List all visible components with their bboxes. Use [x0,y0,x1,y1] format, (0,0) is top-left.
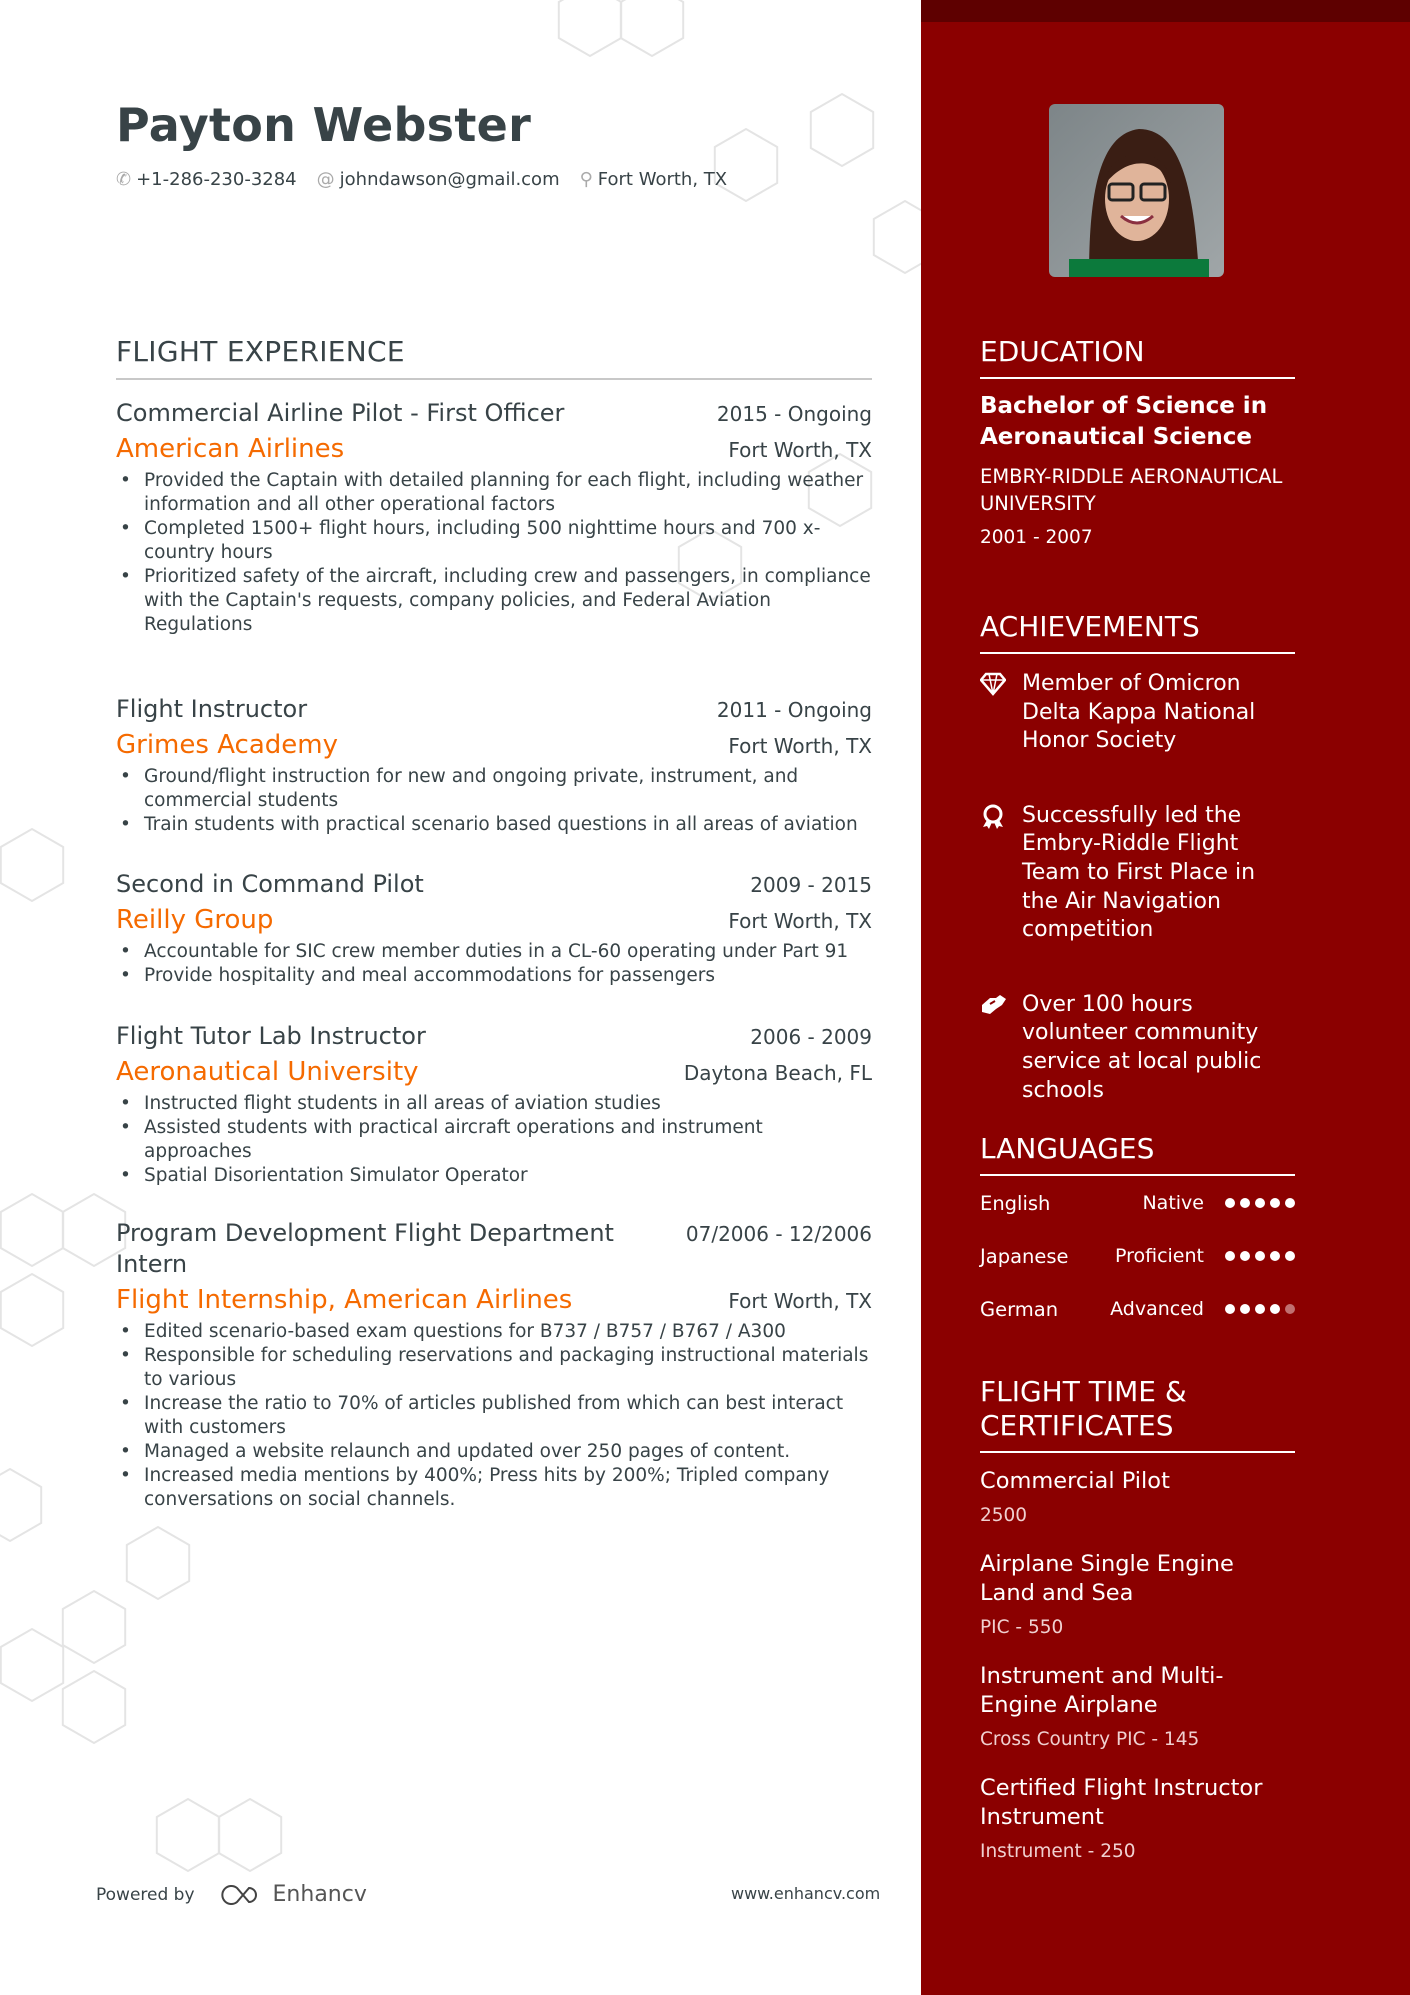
certificate-value: Instrument - 250 [980,1841,1136,1862]
language-row [980,1188,1295,1218]
company-name: Reilly Group [116,905,274,935]
achievement-item [980,670,1295,756]
rating-dot [1255,1198,1265,1208]
certificate-title: Commercial Pilot [980,1468,1170,1494]
job-company-row [116,900,872,940]
job-bullets [116,765,872,837]
bullet-item: • Instructed flight students in all areas of aviation studies [116,1092,872,1116]
languages-heading: LANGUAGES [980,1132,1295,1176]
rating-dot [1240,1304,1250,1314]
job-location: Fort Worth, TX [728,734,872,758]
job-title: Flight Instructor [116,695,308,723]
certificate-value: PIC - 550 [980,1617,1064,1638]
job-entry [116,398,872,637]
rating-dot [1225,1198,1235,1208]
job-header [116,1218,872,1280]
phone-icon: ✆ [116,169,132,190]
hexagon-shape [715,129,777,201]
language-level: Native [1142,1192,1204,1214]
hexagon-shape [219,1799,281,1871]
job-company-row [116,429,872,469]
job-dates: 2009 - 2015 [750,873,872,897]
certificate-item [980,1550,1295,1638]
language-rating [1225,1251,1295,1261]
language-rating [1225,1304,1295,1314]
job-dates: 2011 - Ongoing [716,698,872,722]
handshake-icon [980,991,1008,1105]
bullet-item: • Provided the Captain with detailed planning for each flight, including weather information and all other operational factors [116,469,872,517]
rating-dot [1225,1251,1235,1261]
achievement-text: Member of Omicron Delta Kappa National Honor Society [1022,671,1256,754]
job-location: Fort Worth, TX [728,438,872,462]
job-title: Program Development Flight Department Intern [116,1219,614,1278]
achievements-section [980,610,1295,1105]
job-bullets [116,1092,872,1188]
bullet-item: • Increase the ratio to 70% of articles published from which can best interact with customers [116,1392,872,1440]
hexagon-shape [63,1591,125,1663]
candidate-name: Payton Webster [116,98,532,152]
certificate-title: Certified Flight Instructor Instrument [980,1775,1263,1830]
bullet-item: • Completed 1500+ flight hours, including 500 nighttime hours and 700 x-country hours [116,517,872,565]
profile-photo [1049,104,1224,277]
rating-dot [1270,1304,1280,1314]
enhancv-logo-icon [219,1883,265,1907]
email[interactable]: @ johndawson@gmail.com [316,169,560,190]
education-heading: EDUCATION [980,335,1295,379]
job-location: Fort Worth, TX [728,909,872,933]
diamond-icon [980,670,1008,756]
phone: ✆ +1-286-230-3284 [116,169,297,190]
job-header [116,694,872,725]
hexagon-shape [1,829,63,901]
job-title: Flight Tutor Lab Instructor [116,1022,426,1050]
hexagon-shape [1,1274,63,1346]
bullet-item: • Responsible for scheduling reservations and packaging instructional materials to various [116,1344,872,1392]
rating-dot [1270,1251,1280,1261]
achievement-item [980,991,1295,1105]
sidebar [921,0,1410,1995]
bullet-item: • Increased media mentions by 400%; Press hits by 200%; Tripled company conversations on social channels. [116,1464,872,1512]
language-row [980,1241,1295,1271]
education-section [980,335,1295,548]
job-company-row [116,1280,872,1320]
bullet-item: • Train students with practical scenario based questions in all areas of aviation [116,813,872,837]
achievement-item [980,802,1295,945]
footer-powered-by: Powered by Enhancv [96,1882,367,1907]
hexagon-shape [1,1629,63,1701]
achievements-heading: ACHIEVEMENTS [980,610,1295,654]
job-title: Second in Command Pilot [116,870,424,898]
achievement-text: Over 100 hours volunteer community service at local public schools [1022,991,1262,1103]
degree: Bachelor of Science in Aeronautical Science [980,393,1268,450]
job-dates: 07/2006 - 12/2006 [685,1222,872,1246]
job-entry [116,1021,872,1188]
job-company-row [116,1052,872,1092]
certificate-value: 2500 [980,1505,1028,1526]
language-rating [1225,1198,1295,1208]
experience-heading: FLIGHT EXPERIENCE [116,335,872,380]
award-ribbon-icon [980,802,1008,945]
hexagon-shape [874,201,921,273]
certificate-title: Instrument and Multi-Engine Airplane [980,1663,1224,1718]
rating-dot [1285,1251,1295,1261]
hexagon-shape [127,1527,189,1599]
rating-dot [1270,1198,1280,1208]
rating-dot [1240,1251,1250,1261]
hexagon-shape [811,94,873,166]
bullet-item: • Assisted students with practical aircraft operations and instrument approaches [116,1116,872,1164]
rating-dot [1285,1304,1295,1314]
bullet-item: • Edited scenario-based exam questions for B737 / B757 / B767 / A300 [116,1320,872,1344]
language-level: Advanced [1110,1298,1204,1320]
job-entry [116,1218,872,1512]
language-name: English [980,1191,1051,1215]
hexagon-shape [1,1194,63,1266]
job-header [116,1021,872,1052]
job-entry [116,869,872,988]
job-bullets [116,469,872,637]
rating-dot [1225,1304,1235,1314]
footer-url[interactable]: www.enhancv.com [731,1884,881,1903]
job-bullets [116,1320,872,1512]
certificate-item [980,1774,1295,1862]
at-icon: @ [316,169,335,190]
hexagon-shape [157,1799,219,1871]
certificates-heading: FLIGHT TIME & CERTIFICATES [980,1375,1295,1453]
enhancv-logo[interactable]: Enhancv [219,1882,367,1907]
job-header [116,398,872,429]
languages-section [980,1132,1295,1324]
hexagon-shape [621,0,683,56]
certificate-item [980,1662,1295,1750]
company-name: Flight Internship, American Airlines [116,1285,573,1315]
contact-info [116,169,727,190]
sidebar-top-bar [921,0,1410,22]
hexagon-shape [63,1671,125,1743]
company-name: American Airlines [116,434,345,464]
bullet-item: • Managed a website relaunch and updated over 250 pages of content. [116,1440,872,1464]
rating-dot [1285,1198,1295,1208]
certificate-item [980,1467,1295,1526]
location: ⚲ Fort Worth, TX [579,169,728,190]
job-header [116,869,872,900]
achievement-text: Successfully led the Embry-Riddle Flight Team to First Place in the Air Navigation competition [1022,802,1256,943]
job-company-row [116,725,872,765]
job-location: Fort Worth, TX [728,1289,872,1313]
language-level: Proficient [1114,1245,1204,1267]
bullet-item: • Ground/flight instruction for new and ongoing private, instrument, and commercial students [116,765,872,813]
bullet-item: • Prioritized safety of the aircraft, including crew and passengers, in compliance with the Captain's requests, company policies, and Federal Aviation Regulations [116,565,872,637]
job-dates: 2006 - 2009 [750,1025,872,1049]
rating-dot [1255,1251,1265,1261]
company-name: Grimes Academy [116,730,338,760]
certificates-section [980,1375,1295,1862]
job-bullets [116,940,872,988]
bullet-item: • Accountable for SIC crew member duties in a CL-60 operating under Part 91 [116,940,872,964]
bullet-item: • Spatial Disorientation Simulator Operator [116,1164,872,1188]
job-dates: 2015 - Ongoing [716,402,872,426]
company-name: Aeronautical University [116,1057,419,1087]
education-dates: 2001 - 2007 [980,527,1093,548]
bullet-item: • Provide hospitality and meal accommodations for passengers [116,964,872,988]
school: EMBRY-RIDDLE AERONAUTICAL UNIVERSITY [980,465,1283,515]
language-name: German [980,1297,1059,1321]
certificate-title: Airplane Single Engine Land and Sea [980,1551,1234,1606]
job-title: Commercial Airline Pilot - First Officer [116,399,565,427]
language-name: Japanese [980,1244,1069,1268]
rating-dot [1255,1304,1265,1314]
job-location: Daytona Beach, FL [683,1061,872,1085]
location-pin-icon: ⚲ [579,169,593,190]
language-row [980,1294,1295,1324]
hexagon-shape [0,1469,41,1541]
job-entry [116,694,872,837]
certificate-value: Cross Country PIC - 145 [980,1729,1200,1750]
rating-dot [1240,1198,1250,1208]
hexagon-shape [559,0,621,56]
